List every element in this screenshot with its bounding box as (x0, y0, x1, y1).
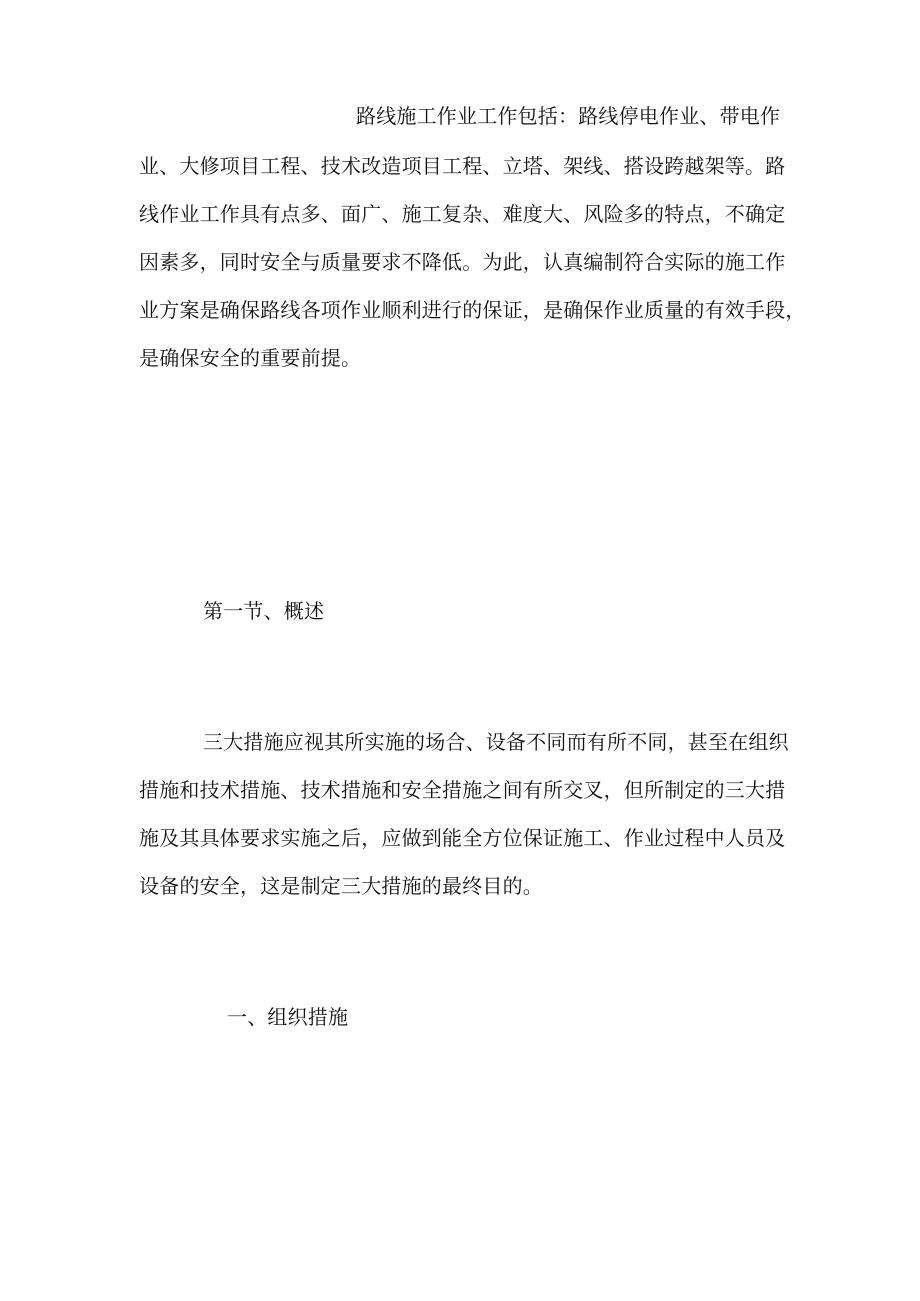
intro-line-5: 业方案是确保路线各项作业顺利进行的保证，是确保作业质量的有效手段， (139, 298, 806, 322)
overview-line-1: 三大措施应视其所实施的场合、设备不同而有所不同，甚至在组织 (203, 730, 789, 754)
intro-line-3: 线作业工作具有点多、面广、施工复杂、难度大、风险多的特点，不确定 (139, 202, 786, 226)
overview-line-4: 设备的安全，这是制定三大措施的最终目的。 (139, 874, 543, 898)
section-heading: 第一节、概述 (203, 599, 325, 623)
overview-line-2: 措施和技术措施、技术措施和安全措施之间有所交叉，但所制定的三大措 (139, 778, 786, 802)
intro-line-1: 路线施工作业工作包括：路线停电作业、带电作 (356, 104, 781, 128)
intro-line-4: 因素多，同时安全与质量要求不降低。为此，认真编制符合实际的施工作 (139, 250, 786, 274)
subsection-heading: 一、组织措施 (227, 1005, 349, 1029)
intro-line-2: 业、大修项目工程、技术改造项目工程、立塔、架线、搭设跨越架等。路 (139, 154, 786, 178)
intro-line-6: 是确保安全的重要前提。 (139, 346, 362, 370)
overview-line-3: 施及其具体要求实施之后，应做到能全方位保证施工、作业过程中人员及 (139, 826, 786, 850)
